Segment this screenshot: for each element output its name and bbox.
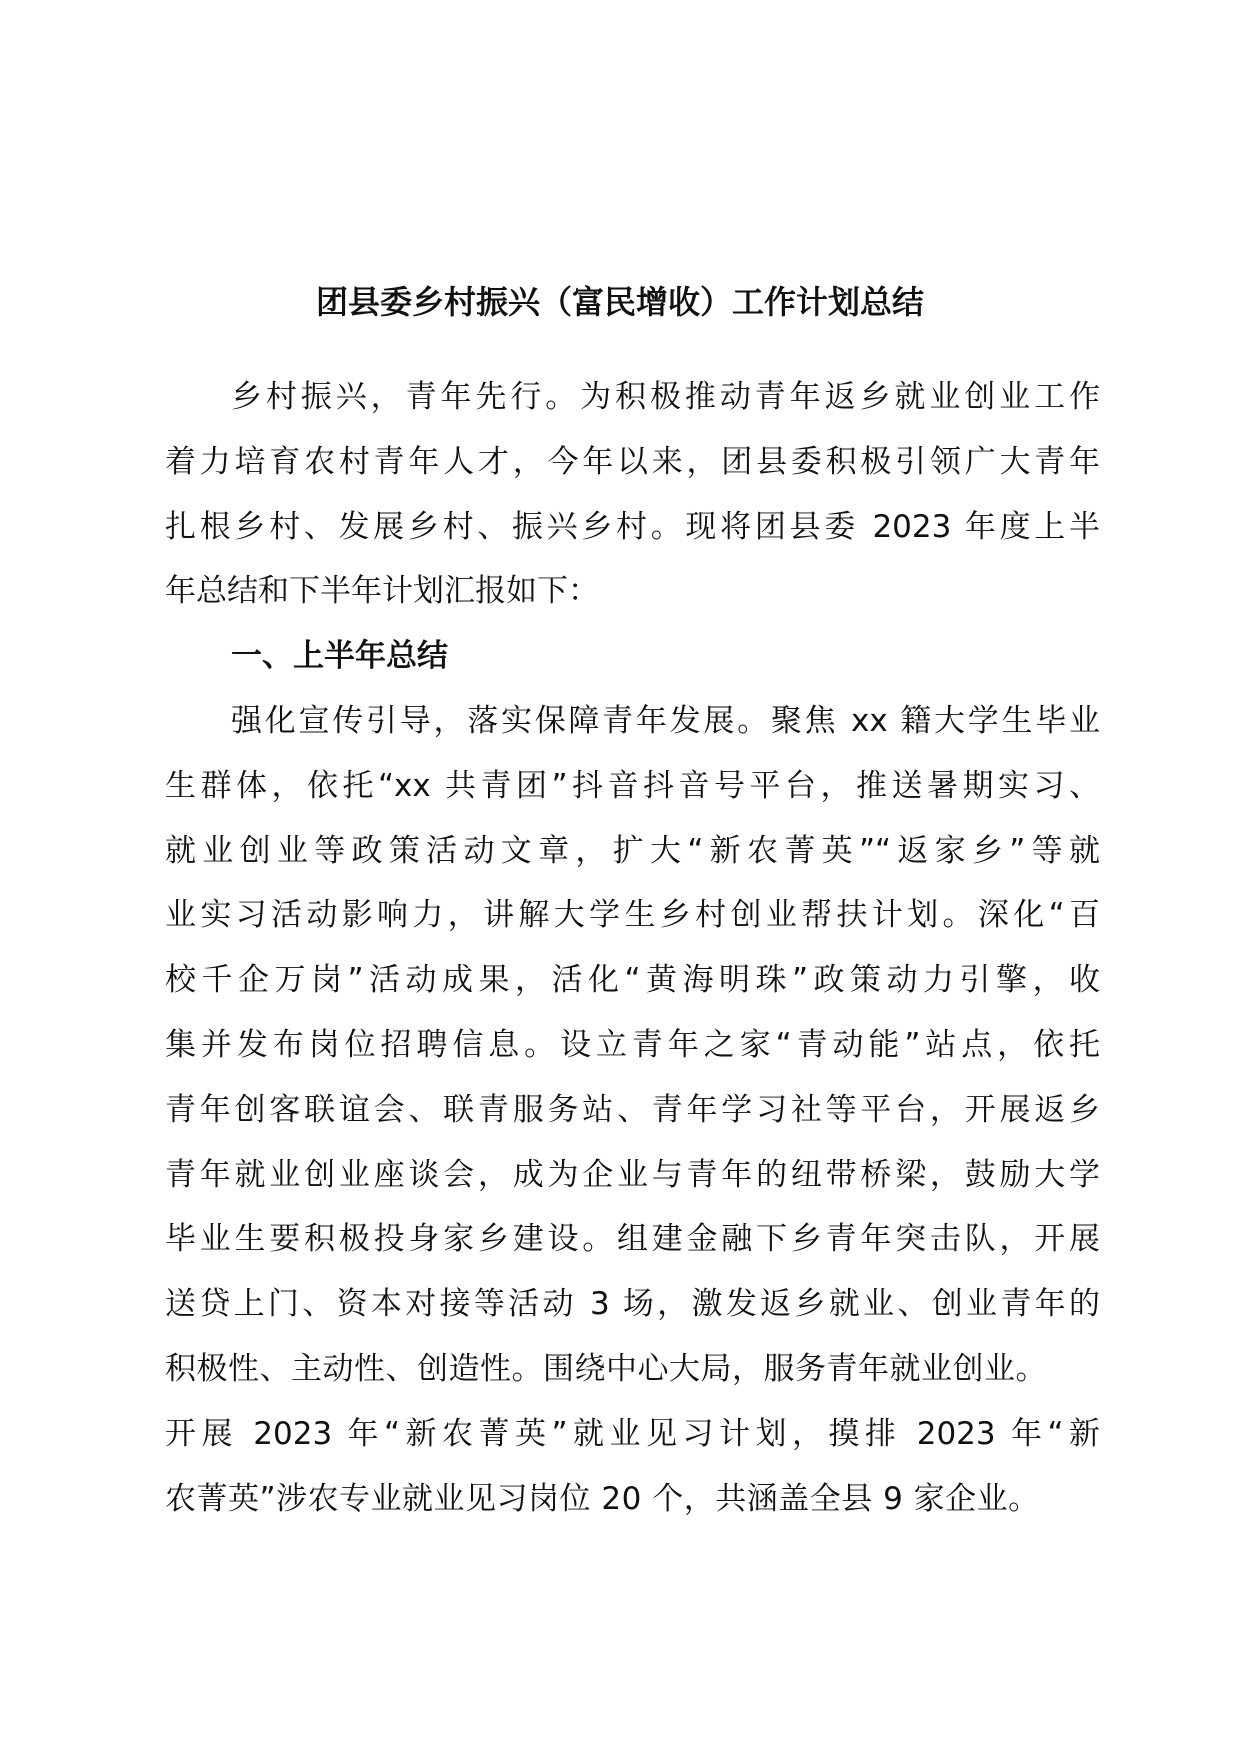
paragraph-line: 校千企万岗”活动成果，活化“黄海明珠”政策动力引擎，收 (165, 962, 1100, 999)
paragraph-line: 送贷上门、资本对接等活动 3 场，激发返乡就业、创业青年的 (165, 1286, 1100, 1323)
paragraph-line: 毕业生要积极投身家乡建设。组建金融下乡青年突击队，开展 (165, 1221, 1100, 1258)
paragraph-line: 扎根乡村、发展乡村、振兴乡村。现将团县委 2023 年度上半 (165, 508, 1100, 545)
paragraph-line: 农菁英”涉农专业就业见习岗位 20 个，共涵盖全县 9 家企业。 (165, 1480, 1040, 1517)
paragraph-line: 乡村振兴，青年先行。为积极推动青年返乡就业创业工作 (231, 379, 1100, 415)
section-heading: 一、上半年总结 (231, 638, 448, 675)
paragraph-line: 生群体，依托“xx 共青团”抖音抖音号平台，推送暑期实习、 (165, 767, 1100, 804)
paragraph-line: 青年就业创业座谈会，成为企业与青年的纽带桥梁，鼓励大学 (165, 1156, 1100, 1193)
paragraph-line: 业实习活动影响力，讲解大学生乡村创业帮扶计划。深化“百 (165, 897, 1100, 934)
document-body (165, 375, 1100, 1541)
paragraph-line: 年总结和下半年计划汇报如下： (165, 573, 599, 610)
paragraph-line: 就业创业等政策活动文章，扩大“新农菁英”“返家乡”等就 (165, 832, 1100, 869)
paragraph-line: 开展 2023 年“新农菁英”就业见习计划，摸排 2023 年“新 (165, 1415, 1100, 1452)
document-title: 团县委乡村振兴（富民增收）工作计划总结 (315, 283, 924, 321)
paragraph-line: 集并发布岗位招聘信息。设立青年之家“青动能”站点，依托 (165, 1026, 1100, 1063)
paragraph-line: 着力培育农村青年人才，今年以来，团县委积极引领广大青年 (165, 443, 1100, 480)
paragraph-line: 强化宣传引导，落实保障青年发展。聚焦 xx 籍大学生毕业 (231, 702, 1100, 739)
paragraph-line: 积极性、主动性、创造性。围绕中心大局，服务青年就业创业。 (165, 1350, 1047, 1387)
paragraph-line: 青年创客联谊会、联青服务站、青年学习社等平台，开展返乡 (165, 1091, 1100, 1128)
